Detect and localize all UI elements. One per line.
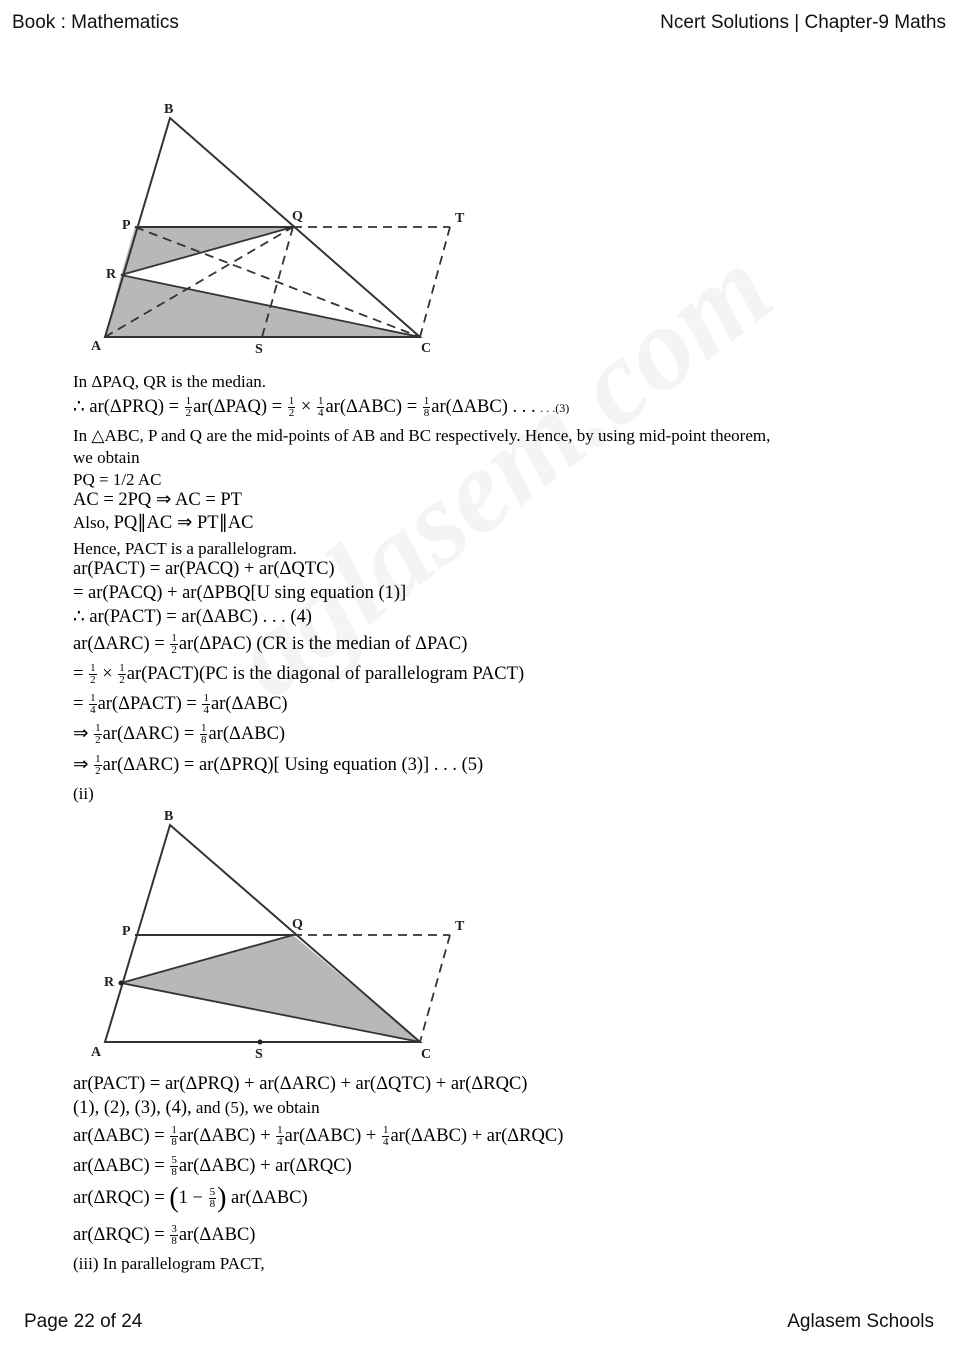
text-line: (iii) In parallelogram PACT, — [73, 1254, 265, 1273]
math-line: ar(ΔRQC) = (1 − $\frac{5}{8}$ ) ar(ΔABC) — [73, 1182, 308, 1214]
text-line: we obtain — [73, 448, 140, 467]
label-b: B — [164, 102, 174, 117]
math-line: ar(ΔABC) = $\frac{1}{8}$ ar(ΔABC) + $\frac{1}{4}$ ar(ΔABC) + $\frac{1}{4}$ ar(ΔABC) + ar(ΔRQC) — [73, 1124, 564, 1148]
figure-2-diagram — [85, 803, 475, 1063]
label-c: C — [421, 341, 432, 356]
math-line: ar(ΔARC) = $\frac{1}{2}$ ar(ΔPAC) (CR is the median of ΔPAC) — [73, 632, 468, 656]
label-b: B — [164, 809, 174, 824]
math-line: ar(ΔABC) = $\frac{5}{8}$ ar(ΔABC) + ar(ΔRQC) — [73, 1154, 352, 1178]
footer-page-number: Page 22 of 24 — [24, 1311, 143, 1332]
math-line: ar(ΔRQC) = $\frac{3}{8}$ ar(ΔABC) — [73, 1223, 256, 1247]
label-r: R — [106, 267, 117, 282]
header-book-title: Book : Mathematics — [12, 12, 179, 33]
label-t: T — [455, 919, 465, 934]
label-s: S — [255, 1047, 263, 1062]
math-line: ⇒ $\frac{1}{2}$ ar(ΔARC) = $\frac{1}{8}$ ar(ΔABC) — [73, 722, 286, 746]
text-line: In △ABC, P and Q are the mid-points of AB and BC respectively. Hence, by using mid-point theorem, — [73, 426, 771, 445]
math-line: = $\frac{1}{4}$ ar(ΔPACT) = $\frac{1}{4}$ ar(ΔABC) — [73, 692, 288, 716]
label-a: A — [91, 1045, 102, 1060]
figure-1-diagram — [85, 98, 475, 358]
label-p: P — [122, 924, 131, 939]
label-p: P — [122, 218, 131, 233]
math-line: ar(PACT) = ar(PACQ) + ar(ΔQTC) — [73, 559, 335, 579]
math-line: AC = 2PQ ⇒ AC = PT — [73, 490, 242, 510]
shaded-triangle-rqc — [121, 935, 420, 1042]
footer-publisher: Aglasem Schools — [787, 1311, 934, 1332]
label-q: Q — [292, 917, 303, 932]
math-line: (1), (2), (3), (4), and (5), we obtain — [73, 1098, 320, 1118]
math-line: ∴ ar(ΔPRQ) = $\frac{1}{2}$ ar(ΔPAQ) = $\frac{1}{2}$ × $\frac{1}{4}$ ar(ΔABC) = $\frac{1}{8}$ ar(ΔABC) . . . . . .(3) — [73, 395, 570, 419]
text-line: PQ = 1/2 AC — [73, 470, 162, 489]
label-r: R — [104, 975, 115, 990]
label-t: T — [455, 211, 465, 226]
text-line: (ii) — [73, 784, 94, 803]
label-c: C — [421, 1047, 432, 1062]
label-s: S — [255, 342, 263, 357]
math-line: = ar(PACQ) + ar(ΔPBQ[U sing equation (1)] — [73, 583, 407, 603]
label-a: A — [91, 339, 102, 354]
text-line: Hence, PACT is a parallelogram. — [73, 539, 297, 558]
math-line: = $\frac{1}{2}$ × $\frac{1}{2}$ ar(PACT)(PC is the diagonal of parallelogram PACT) — [73, 662, 525, 686]
math-line: ar(PACT) = ar(ΔPRQ) + ar(ΔARC) + ar(ΔQTC) + ar(ΔRQC) — [73, 1074, 528, 1094]
math-line: ∴ ar(PACT) = ar(ΔABC) . . . (4) — [73, 607, 312, 627]
text-line: In ΔPAQ, QR is the median. — [73, 372, 267, 391]
label-q: Q — [292, 209, 303, 224]
math-line: ⇒ $\frac{1}{2}$ ar(ΔARC) = ar(ΔPRQ)[ Using equation (3)] . . . (5) — [73, 753, 484, 777]
math-line: Also, PQ∥AC ⇒ PT∥AC — [73, 513, 254, 533]
header-chapter-title: Ncert Solutions | Chapter-9 Maths — [660, 12, 946, 33]
